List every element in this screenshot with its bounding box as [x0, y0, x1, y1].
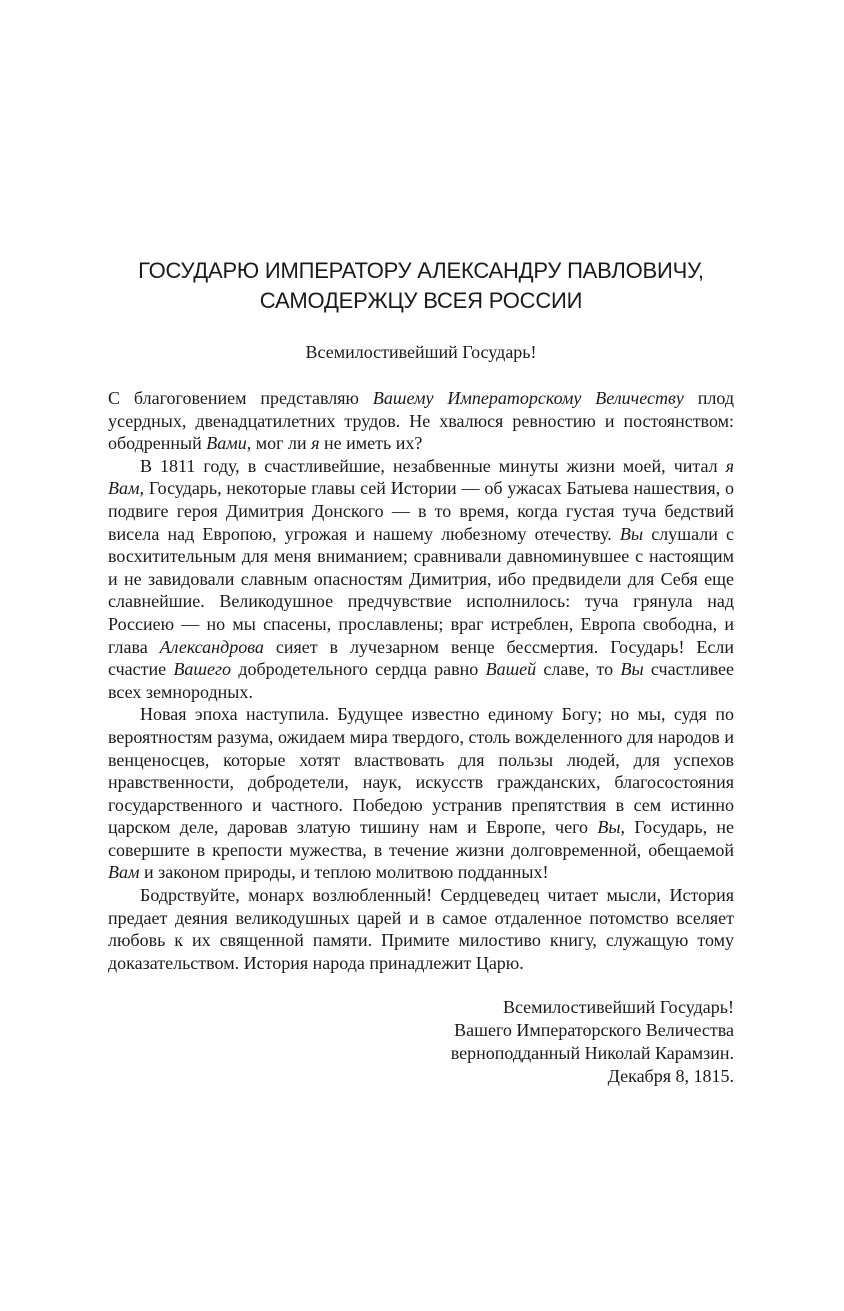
text-run: счастливее всех земнородных. [108, 659, 734, 702]
text-run: мог ли [251, 433, 312, 454]
text-run: С благоговением представляю [108, 388, 373, 408]
italic-run: Вы [619, 523, 644, 544]
italic-run: я [311, 433, 320, 454]
text-run: Бодрствуйте, монарх возлюбленный! Сердцеведец читает мысли, История предает деяния великодушных царей и в самое отдаленное потомство вселяет любовь к их священной памяти. Примите милостиво книгу, служащую тому доказательством. История народа принадлежит Царю. [108, 885, 734, 973]
dedication-body [108, 387, 734, 974]
signature-salutation: Всемилостивейший Государь! [502, 997, 734, 1018]
italic-run: Вами, [206, 433, 252, 454]
signature-author: верноподданный Николай Карамзин. [450, 1043, 734, 1064]
paragraph-1 [108, 387, 734, 455]
dedication-page [108, 256, 734, 1088]
heading-line-2: САМОДЕРЖЦУ ВСЕЯ РОССИИ [259, 288, 583, 313]
italic-run: Вы [620, 659, 644, 680]
signature-date: Декабря 8, 1815. [607, 1066, 734, 1087]
signature-title: Вашего Императорского Величества [454, 1020, 734, 1041]
text-run: плод усердных, двенадцатилетних трудов. Не хвалюся ревностию и постоянством: ободренный [108, 388, 734, 454]
text-run: добродетельного сердца равно [231, 659, 486, 680]
heading-line-1: ГОСУДАРЮ ИМПЕРАТОРУ АЛЕКСАНДРУ ПАВЛОВИЧУ, [138, 258, 704, 283]
salutation: Всемилостивейший Государь! [305, 342, 537, 362]
paragraph-2 [108, 455, 734, 704]
paragraph-3 [108, 703, 734, 884]
text-run: Новая эпоха наступила. Будущее известно единому Богу; но мы, судя по вероятностям разума, ожидаем мира твердого, столь вожделенного для народов и венценосцев, которые хотят властвовать для пользы людей, для успехов нравственности, добродетели, наук, искусств гражданских, благосостояния государственного и частного. Победою устранив препятствия в сем истинно царском деле, даровав златую тишину нам и Европе, чего [108, 704, 734, 838]
text-run: сияет в лучезарном венце бессмертия. Государь! Если счастие [108, 636, 734, 680]
italic-run: Вашему Императорскому Величеству [372, 388, 684, 408]
italic-run: Александрова [159, 636, 264, 657]
text-run: слушали с восхитительным для меня вниманием; сравнивали давноминувшее с настоящим и не завидовали славным опасностям Димитрия, ибо предвидели для Себя еще славнейшие. Великодушное предчувствие исполнилось: туча грянула над Россиею — но мы спасены, прославлены; враг истреблен, Европа свободна, и глава [108, 523, 734, 657]
italic-run: Вы [597, 817, 621, 838]
dedication-heading [108, 256, 734, 316]
signature-block [108, 996, 734, 1088]
text-run: и законом природы, и теплою молитвою подданных! [139, 862, 549, 883]
text-run: , Государь, не совершите в крепости мужества, в течение жизни долговременной, обещаемой [108, 817, 734, 860]
text-run: В 1811 году, в счастливейшие, незабвенные минуты жизни моей, читал [140, 455, 726, 476]
italic-run: Вам [108, 862, 140, 883]
paragraph-4 [108, 884, 734, 974]
text-run: , Государь, некоторые главы сей Истории — об ужасах Батыева нашествия, о подвиге героя Димитрия Донского — в то время, когда густая туча бедствий висела над Европою, угрожая и нашему любезному отечеству. [108, 478, 734, 544]
italic-run: Вашей [485, 659, 537, 680]
text-run: славе, то [536, 659, 621, 680]
italic-run: Вашего [173, 659, 232, 680]
italic-run: я Вам [108, 455, 734, 499]
text-run: не иметь их? [319, 433, 423, 454]
